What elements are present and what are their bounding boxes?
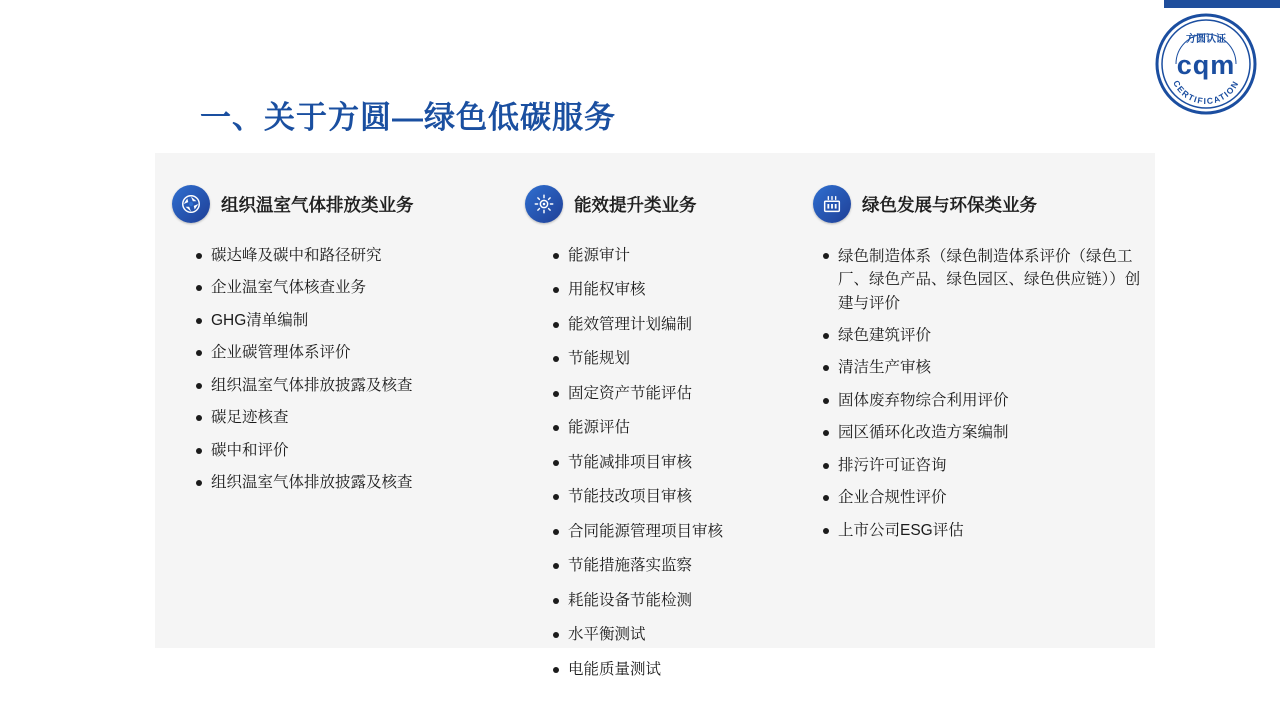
service-column-green-dev — [813, 153, 1155, 648]
page-title: 一、关于方圆—绿色低碳服务 — [200, 100, 616, 135]
list-item: 绿色建筑评价 — [821, 325, 1155, 347]
column-heading: 组织温室气体排放类业务 — [221, 194, 414, 215]
svg-text:CERTIFICATION: CERTIFICATION — [1171, 78, 1241, 107]
list-item: 碳中和评价 — [194, 440, 515, 462]
column-header — [525, 185, 813, 223]
list-item: 企业合规性评价 — [821, 487, 1155, 509]
list-item: 合同能源管理项目审核 — [551, 521, 813, 543]
list-item: 排污许可证咨询 — [821, 455, 1155, 477]
sun-icon — [525, 185, 563, 223]
service-column-efficiency — [515, 153, 813, 678]
list-item: 园区循环化改造方案编制 — [821, 422, 1155, 444]
column-heading: 能效提升类业务 — [574, 194, 697, 215]
list-item: 碳达峰及碳中和路径研究 — [194, 245, 515, 267]
list-item: 碳足迹核查 — [194, 407, 515, 429]
list-item: 固定资产节能评估 — [551, 383, 813, 405]
cqm-logo — [1154, 12, 1258, 116]
column-header — [813, 185, 1155, 223]
column-header — [172, 185, 515, 223]
service-list — [821, 245, 1155, 542]
content-panel — [155, 153, 1155, 678]
column-heading: 绿色发展与环保类业务 — [862, 194, 1037, 215]
list-item: 组织温室气体排放披露及核查 — [194, 375, 515, 397]
factory-icon — [813, 185, 851, 223]
service-list — [194, 245, 515, 495]
list-item: 水平衡测试 — [551, 624, 813, 646]
top-accent-bar — [1164, 0, 1280, 8]
list-item: 节能技改项目审核 — [551, 486, 813, 508]
svg-text:方圆认证: 方圆认证 — [1186, 34, 1226, 45]
list-item: 清洁生产审核 — [821, 357, 1155, 379]
aperture-icon — [172, 185, 210, 223]
list-item: 上市公司ESG评估 — [821, 520, 1155, 542]
list-item: 固体废弃物综合利用评价 — [821, 390, 1155, 412]
list-item: 节能规划 — [551, 348, 813, 370]
list-item: 企业碳管理体系评价 — [194, 342, 515, 364]
service-columns — [155, 153, 1155, 678]
list-item: 能源评估 — [551, 417, 813, 439]
list-item: 电能质量测试 — [551, 659, 813, 681]
list-item: 能源审计 — [551, 245, 813, 267]
list-item: GHG清单编制 — [194, 310, 515, 332]
list-item: 耗能设备节能检测 — [551, 590, 813, 612]
service-column-ghg — [155, 153, 515, 648]
list-item: 能效管理计划编制 — [551, 314, 813, 336]
list-item: 节能减排项目审核 — [551, 452, 813, 474]
service-list — [551, 245, 813, 681]
list-item: 企业温室气体核查业务 — [194, 277, 515, 299]
svg-text:cqm: cqm — [1176, 50, 1236, 80]
list-item: 绿色制造体系（绿色制造体系评价（绿色工厂、绿色产品、绿色园区、绿色供应链））创建与评价 — [821, 245, 1155, 315]
list-item: 组织温室气体排放披露及核查 — [194, 472, 515, 494]
list-item: 节能措施落实监察 — [551, 555, 813, 577]
list-item: 用能权审核 — [551, 279, 813, 301]
